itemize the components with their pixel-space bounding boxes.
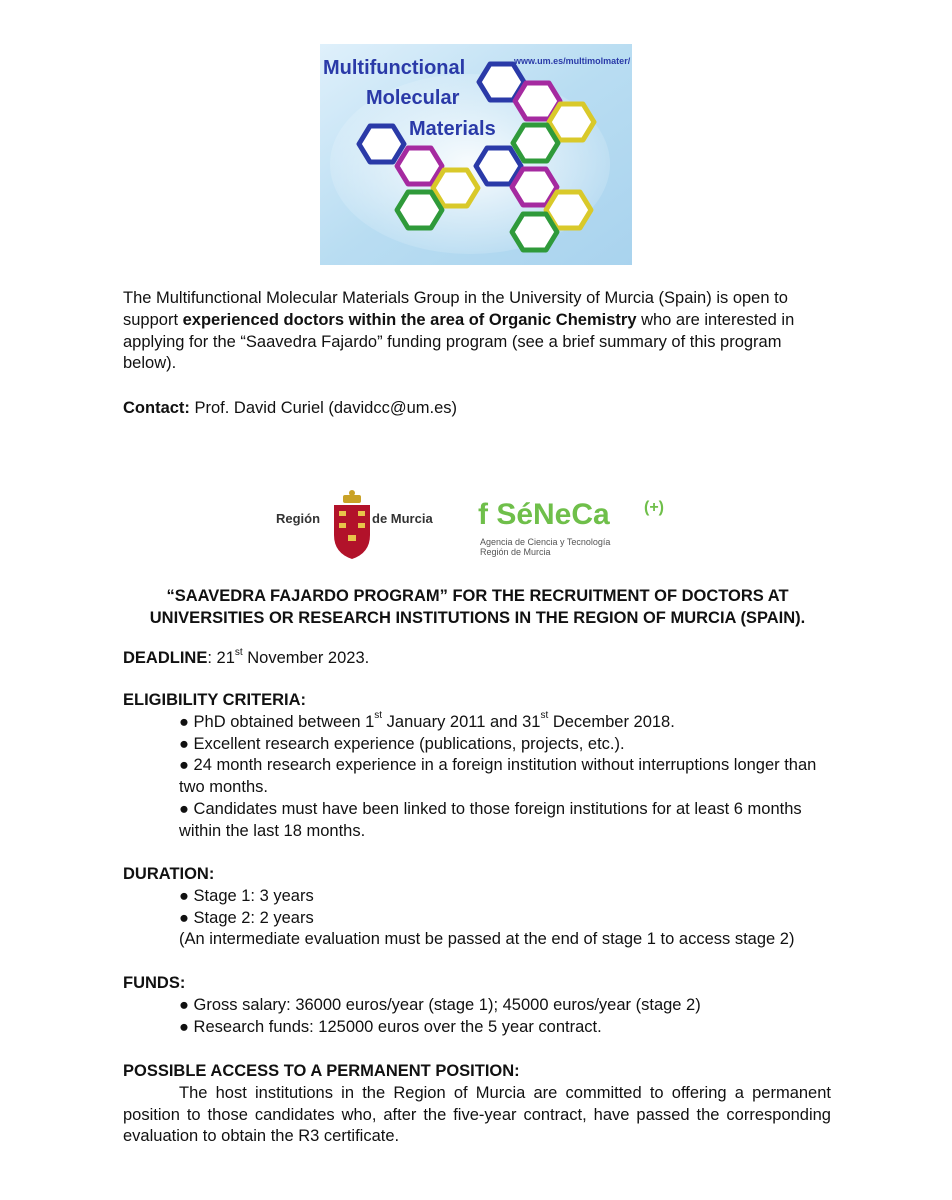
funds-section [123,973,831,1038]
hexagon-banner-graphic [320,44,632,265]
permanent-position-body: The host institutions in the Region of Murcia are committed to offering a permanent position to those candidates who, after the five-year contract, have passed the corresponding evaluation to obtain the R3 certificate. [123,1083,831,1146]
list-item: ● Stage 1: 3 years [179,886,314,905]
hexagon-shape [397,192,442,228]
seneca-logo-plus: (+) [644,499,664,516]
deadline-line [123,648,831,670]
deadline-day: : 21 [207,649,235,667]
eligibility-heading: ELIGIBILITY CRITERIA: [123,691,307,709]
list-item: ● Gross salary: 36000 euros/year (stage 1); 45000 euros/year (stage 2) [179,995,701,1014]
banner-url: www.um.es/multimolmater/ [514,56,631,66]
list-item: ● 24 month research experience in a foreign institution without interruptions longer than two months. [179,756,817,797]
deadline-rest: November 2023. [242,649,370,667]
intro-text-bold: experienced doctors within the area of Organic Chemistry [182,310,637,329]
coat-of-arms-icon [334,490,370,559]
intro-paragraph [123,288,831,375]
duration-heading: DURATION: [123,865,215,883]
program-title: “SAAVEDRA FAJARDO PROGRAM” FOR THE RECRUITMENT OF DOCTORS AT UNIVERSITIES OR RESEARCH INSTITUTIONS IN THE REGION OF MURCIA (SPAIN). [149,587,806,627]
duration-section [123,864,831,951]
list-item: ● Excellent research experience (publications, projects, etc.). [179,734,625,753]
duration-note: (An intermediate evaluation must be passed at the end of stage 1 to access stage 2) [179,930,795,949]
intro-text-part-2: who are interested in applying for the “Saavedra Fajardo” funding program (see a brief summary of this program below). [123,310,795,373]
deadline-label: DEADLINE [123,649,208,667]
permanent-position-section [123,1061,831,1148]
seneca-logo-subtitle-2: Región de Murcia [480,547,551,557]
eligibility-section [123,690,831,843]
eligibility-list [123,712,831,843]
seneca-logo-name: f SéNeCa [478,498,610,531]
intro-text-part-1: The Multifunctional Molecular Materials Group in the University of Murcia (Spain) is open to support [123,289,788,329]
contact-line [123,398,831,420]
permanent-position-heading: POSSIBLE ACCESS TO A PERMANENT POSITION: [123,1062,520,1080]
hexagon-shape [433,170,478,206]
hexagon-shape [397,148,442,184]
deadline-day-suffix: st [234,646,243,658]
funds-list [123,995,831,1039]
banner-title-line-1: Multifunctional [323,57,466,79]
seneca-logo [474,488,694,560]
list-item: ● PhD obtained between 1st January 2011 and 31st December 2018. [179,710,675,731]
list-item: ● Stage 2: 2 years [179,908,314,927]
banner-title-line-2: Molecular [366,87,460,109]
funds-heading: FUNDS: [123,974,186,992]
hexagon-shape [359,126,404,162]
murcia-logo-text-left: Región [276,511,321,526]
list-item: ● Research funds: 125000 euros over the 5 year contract. [179,1017,602,1036]
seneca-logo-subtitle-1: Agencia de Ciencia y Tecnología [480,537,611,547]
contact-value: Prof. David Curiel (davidcc@um.es) [189,399,457,417]
list-item: ● Candidates must have been linked to those foreign institutions for at least 6 months within the last 18 months. [179,799,802,840]
region-de-murcia-logo [272,483,452,563]
banner-title-line-3: Materials [409,118,496,140]
hexagon-shape [512,214,557,250]
murcia-logo-text-right: de Murcia [372,511,433,526]
hexagon-shape [513,125,558,161]
group-banner-image [320,44,632,265]
duration-list [123,886,831,951]
contact-label: Contact: [123,399,190,417]
